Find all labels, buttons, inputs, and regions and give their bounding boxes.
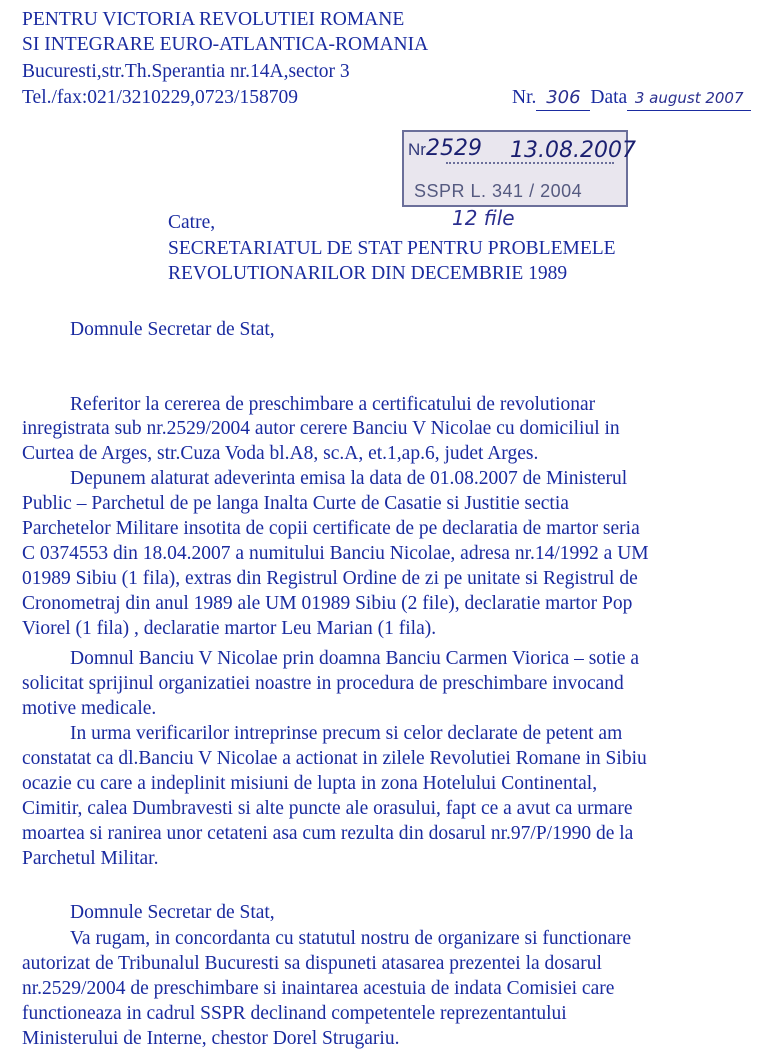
body-line: Cronometraj din anul 1989 ale UM 01989 Sibiu (2 file), declaratie martor Pop — [22, 593, 633, 614]
org-name-line-2: SI INTEGRARE EURO-ATLANTICA-ROMANIA — [22, 34, 429, 55]
body-line: In urma verificarilor intreprinse precum si celor declarate de petent am — [70, 723, 623, 744]
body-line: motive medicale. — [22, 698, 157, 719]
body-line: Parchetul Militar. — [22, 848, 159, 869]
registration-stamp — [402, 130, 636, 207]
closing-line: autorizat de Tribunalul Bucuresti sa dispuneti atasarea prezentei la dosarul — [22, 953, 602, 974]
body-line: moartea si ranirea unor cetateni asa cum rezulta din dosarul nr.97/P/1990 de la — [22, 823, 634, 844]
body-line: Public – Parchetul de pe langa Inalta Curte de Casatie si Justitie sectia — [22, 493, 569, 514]
ref-nr-label: Nr. — [512, 87, 537, 108]
ref-data-label: Data — [590, 87, 628, 108]
body-line: Referitor la cererea de preschimbare a certificatului de revolutionar — [70, 394, 596, 415]
body-line: Viorel (1 fila) , declaratie martor Leu Marian (1 fila). — [22, 618, 437, 639]
body-line: 01989 Sibiu (1 fila), extras din Registrul Ordine de zi pe unitate si Registrul de — [22, 568, 638, 589]
org-contact: Tel./fax:021/3210229,0723/158709 — [22, 87, 298, 108]
body-line: Curtea de Arges, str.Cuza Voda bl.A8, sc.A, et.1,ap.6, judet Arges. — [22, 443, 539, 464]
recipient-line-2: REVOLUTIONARILOR DIN DECEMBRIE 1989 — [168, 263, 568, 284]
body-line: solicitat sprijinul organizatiei noastre in procedura de preschimbare invocand — [22, 673, 624, 694]
reference-line — [512, 86, 751, 111]
body-line: inregistrata sub nr.2529/2004 autor cerere Banciu V Nicolae cu domiciliul in — [22, 418, 620, 439]
org-name-line-1: PENTRU VICTORIA REVOLUTIEI ROMANE — [22, 9, 405, 30]
stamp-nr-value: 2529 — [426, 136, 482, 161]
org-address: Bucuresti,str.Th.Sperantia nr.14A,sector 3 — [22, 61, 350, 82]
ref-nr-value: 306 — [536, 86, 590, 111]
closing-line: nr.2529/2004 de preschimbare si inaintarea acestuia de indata Comisiei care — [22, 978, 615, 999]
body-line: Parchetelor Militare insotita de copii certificate de pe declaratia de martor seria — [22, 518, 640, 539]
body-line: C 0374553 din 18.04.2007 a numitului Banciu Nicolae, adresa nr.14/1992 a UM — [22, 543, 649, 564]
stamp-nr-label: Nr — [408, 140, 426, 159]
salutation-2: Domnule Secretar de Stat, — [70, 902, 275, 923]
ref-date-value: 3 august 2007 — [627, 86, 751, 111]
body-line: Cimitir, calea Dumbravesti si alte puncte ale orasului, fapt ce a avut ca urmare — [22, 798, 633, 819]
recipient-line-1: SECRETARIATUL DE STAT PENTRU PROBLEMELE — [168, 238, 616, 259]
recipient-catre: Catre, — [168, 212, 216, 233]
body-line: Domnul Banciu V Nicolae prin doamna Banciu Carmen Viorica – sotie a — [70, 648, 640, 669]
closing-line: functioneaza in cadrul SSPR declinand competentele reprezentantului — [22, 1003, 567, 1024]
body-line: constatat ca dl.Banciu V Nicolae a actionat in zilele Revolutiei Romane in Sibiu — [22, 748, 647, 769]
body-line: Depunem alaturat adeverinta emisa la data de 01.08.2007 de Ministerul — [70, 468, 628, 489]
salutation: Domnule Secretar de Stat, — [70, 319, 275, 340]
body-line: ocazie cu care a indeplinit misiuni de lupta in zona Hotelului Continental, — [22, 773, 598, 794]
closing-line: Va rugam, in concordanta cu statutul nostru de organizare si functionare — [70, 928, 632, 949]
stamp-date-value: 13.08.2007 — [510, 138, 636, 163]
stamp-file-note: 12 file — [452, 206, 515, 230]
stamp-law: SSPR L. 341 / 2004 — [414, 181, 583, 201]
closing-line: Ministerului de Interne, chestor Dorel Strugariu. — [22, 1028, 400, 1049]
